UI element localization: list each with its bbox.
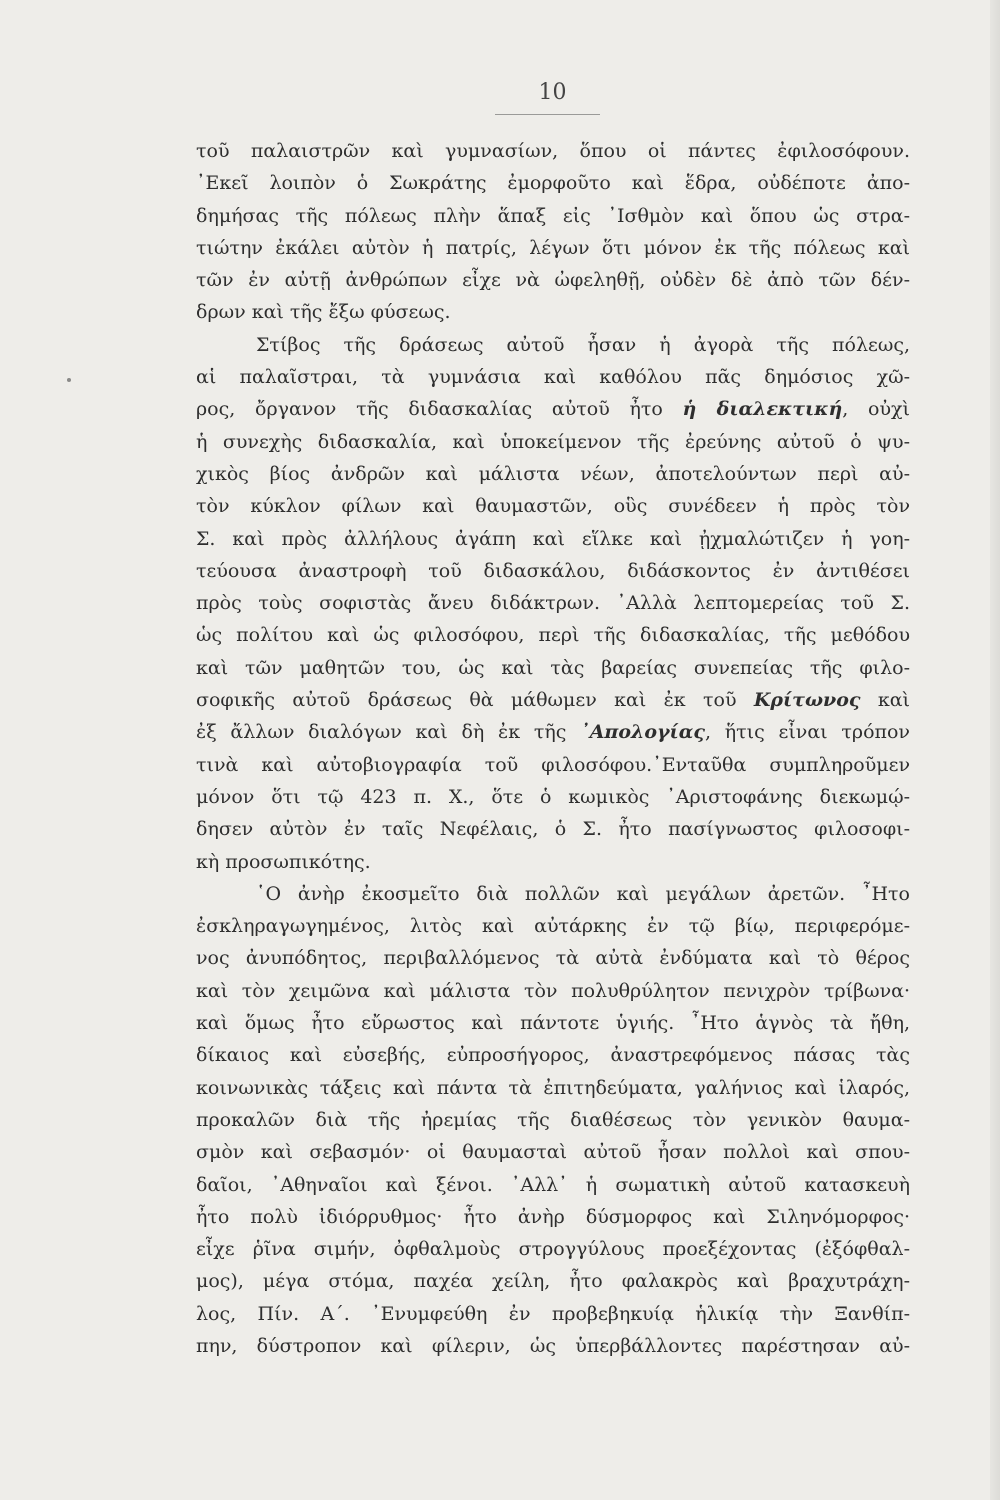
text-line: αἱ παλαῖστραι, τὰ γυμνάσια καὶ καθόλου πᾶς δημόσιος χῶ- <box>196 366 910 389</box>
text-line: τινὰ καὶ αὐτοβιογραφία τοῦ φιλοσόφου.᾿Ενταῦθα συμπληροῦμεν <box>196 753 910 776</box>
text-segment: ρος, ὄργανον τῆς διδασκαλίας αὐτοῦ ἦτο <box>196 398 683 421</box>
text-line: ἐσκληραγωγημένος, λιτὸς καὶ αὐτάρκης ἐν τῷ βίῳ, περιφερόμε- <box>196 915 910 938</box>
text-line <box>196 393 910 425</box>
text-line: ῾Ο ἀνὴρ ἐκοσμεῖτο διὰ πολλῶν καὶ μεγάλων ἀρετῶν. ῏Ητο <box>256 882 910 905</box>
page-edge <box>990 0 1000 1500</box>
text-line: μος), μέγα στόμα, παχέα χείλη, ἦτο φαλακρὸς καὶ βραχυτράχη- <box>196 1270 910 1293</box>
text-line: τιώτην ἐκάλει αὐτὸν ἡ πατρίς, λέγων ὅτι μόνον ἐκ τῆς πόλεως καὶ <box>196 236 910 259</box>
text-line: δησεν αὐτὸν ἐν ταῖς Νεφέλαις, ὁ Σ. ἦτο πασίγνωστος φιλοσοφι- <box>196 818 910 841</box>
text-segment: , ἥτις εἶναι τρόπον <box>704 721 910 744</box>
text-line: πην, δύστροπον καὶ φίλεριν, ὡς ὑπερβάλλοντες παρέστησαν αὐ- <box>196 1334 910 1357</box>
text-line: μόνον ὅτι τῷ 423 π. Χ., ὅτε ὁ κωμικὸς ᾿Αριστοφάνης διεκωμῴ- <box>196 785 910 808</box>
stray-ink-mark <box>67 378 71 382</box>
text-line: κὴ προσωπικότης. <box>196 850 371 873</box>
text-line: δίκαιος καὶ εὐσεβής, εὐπροσήγορος, ἀναστρεφόμενος πάσας τὰς <box>196 1044 910 1067</box>
emphasized-title: ἡ διαλεκτική <box>682 398 843 421</box>
text-segment: , οὐχὶ <box>842 398 910 421</box>
text-line: νος ἀνυπόδητος, περιβαλλόμενος τὰ αὐτὰ ἐνδύματα καὶ τὸ θέρος <box>196 947 910 970</box>
text-line: δρων καὶ τῆς ἔξω φύσεως. <box>196 301 451 324</box>
text-segment: καὶ <box>860 689 910 712</box>
page-number: 10 <box>538 80 567 105</box>
text-line: ᾿Εκεῖ λοιπὸν ὁ Σωκράτης ἐμορφοῦτο καὶ ἕδρα, οὐδέποτε ἀπο- <box>196 172 910 195</box>
text-line: ἡ συνεχὴς διδασκαλία, καὶ ὑποκείμενον τῆς ἐρεύνης αὐτοῦ ὁ ψυ- <box>196 430 910 453</box>
emphasized-title: Κρίτωνος <box>753 689 861 712</box>
text-line: πρὸς τοὺς σοφιστὰς ἄνευ διδάκτρων. ᾿Αλλὰ λεπτομερείας τοῦ Σ. <box>196 592 910 615</box>
emphasized-title: ᾿Απολογίας <box>580 721 705 744</box>
text-line: ἦτο πολὺ ἰδιόρρυθμος· ἦτο ἀνὴρ δύσμορφος καὶ Σιληνόμορφος· <box>196 1205 910 1228</box>
text-line <box>196 716 910 748</box>
text-segment: σοφικῆς αὐτοῦ δράσεως θὰ μάθωμεν καὶ ἐκ τοῦ <box>196 689 754 712</box>
text-line: καὶ τῶν μαθητῶν του, ὡς καὶ τὰς βαρείας συνεπείας τῆς φιλο- <box>196 656 910 679</box>
text-line: κοινωνικὰς τάξεις καὶ πάντα τὰ ἐπιτηδεύματα, γαλήνιος καὶ ἱλαρός, <box>196 1076 910 1099</box>
page-number-rule <box>495 114 600 115</box>
text-line: τῶν ἐν αὐτῇ ἀνθρώπων εἶχε νὰ ὠφεληθῇ, οὐδὲν δὲ ἀπὸ τῶν δέν- <box>196 269 910 292</box>
text-line: τεύουσα ἀναστροφὴ τοῦ διδασκάλου, διδάσκοντος ἐν ἀντιθέσει <box>196 559 910 582</box>
text-line: Σ. καὶ πρὸς ἀλλήλους ἀγάπη καὶ εἵλκε καὶ ᾐχμαλώτιζεν ἡ γοη- <box>196 527 910 550</box>
text-line: σμὸν καὶ σεβασμόν· οἱ θαυμασταὶ αὐτοῦ ἦσαν πολλοὶ καὶ σπου- <box>196 1141 910 1164</box>
text-line: χικὸς βίος ἀνδρῶν καὶ μάλιστα νέων, ἀποτελούντων περὶ αὐ- <box>196 462 910 485</box>
body-text <box>196 135 910 1362</box>
text-line: καὶ τὸν χειμῶνα καὶ μάλιστα τὸν πολυθρύλητον πενιχρὸν τρίβωνα· <box>196 979 910 1002</box>
text-line: προκαλῶν διὰ τῆς ἠρεμίας τῆς διαθέσεως τὸν γενικὸν θαυμα- <box>196 1108 910 1131</box>
text-line: καὶ ὅμως ἦτο εὔρωστος καὶ πάντοτε ὑγιής. ῏Ητο ἁγνὸς τὰ ἤθη, <box>196 1012 910 1035</box>
text-line: ὡς πολίτου καὶ ὡς φιλοσόφου, περὶ τῆς διδασκαλίας, τῆς μεθόδου <box>196 624 910 647</box>
text-line: δαῖοι, ᾿Αθηναῖοι καὶ ξένοι. ᾿Αλλ᾿ ἡ σωματικὴ αὐτοῦ κατασκευὴ <box>196 1173 910 1196</box>
text-line: δημήσας τῆς πόλεως πλὴν ἅπαξ εἰς ᾿Ισθμὸν καὶ ὅπου ὡς στρα- <box>196 204 910 227</box>
text-line: τὸν κύκλον φίλων καὶ θαυμαστῶν, οὓς συνέδεεν ἡ πρὸς τὸν <box>196 495 910 518</box>
text-line: λος, Πίν. Α΄. ᾿Ενυμφεύθη ἐν προβεβηκυίᾳ ἡλικίᾳ τὴν Ξανθίπ- <box>196 1302 910 1325</box>
text-line: Στίβος τῆς δράσεως αὐτοῦ ἦσαν ἡ ἀγορὰ τῆς πόλεως, <box>256 333 910 356</box>
text-line: εἶχε ῥῖνα σιμήν, ὀφθαλμοὺς στρογγύλους προεξέχοντας (ἐξόφθαλ- <box>196 1238 910 1261</box>
text-line <box>196 684 910 716</box>
text-segment: ἐξ ἄλλων διαλόγων καὶ δὴ ἐκ τῆς <box>196 721 581 744</box>
text-line: τοῦ παλαιστρῶν καὶ γυμνασίων, ὅπου οἱ πάντες ἐφιλοσόφουν. <box>196 140 910 162</box>
